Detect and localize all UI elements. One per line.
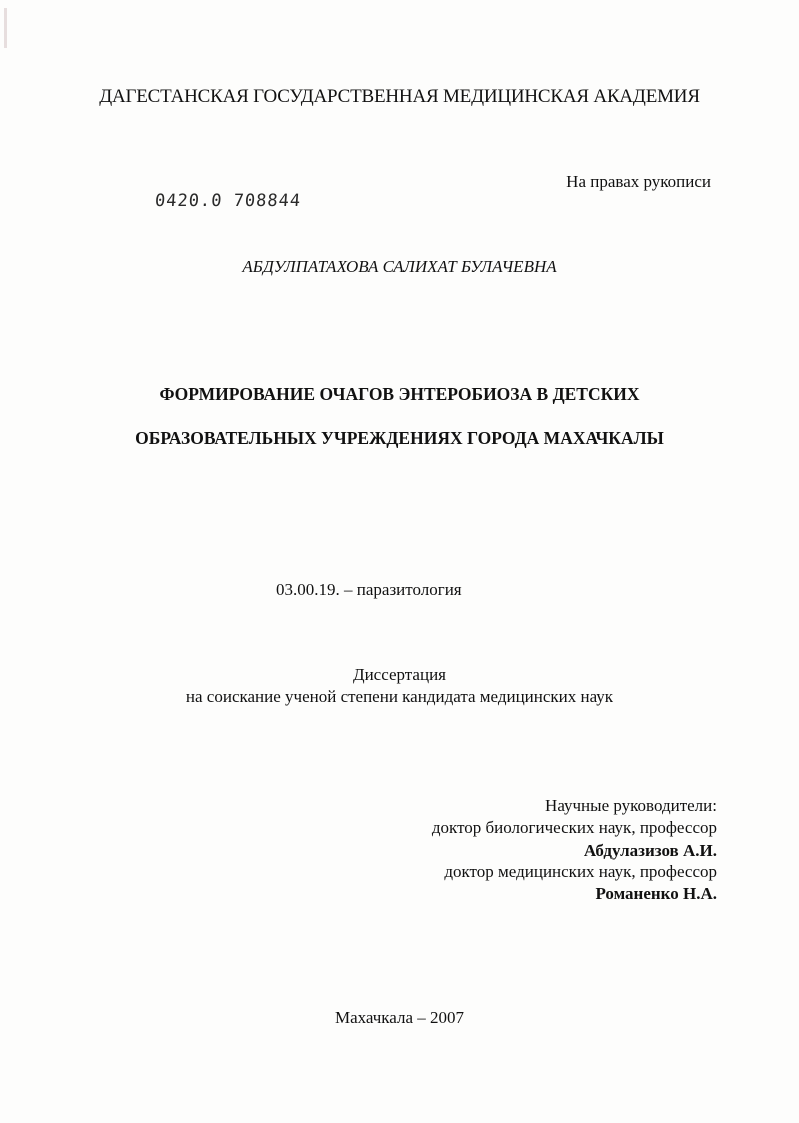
supervisors-heading: Научные руководители: xyxy=(545,796,717,815)
degree-sought: на соискание ученой степени кандидата медицинских наук xyxy=(185,687,614,706)
supervisor-1-degree: доктор биологических наук, профессор xyxy=(431,818,717,837)
city-year: Махачкала – 2007 xyxy=(334,1008,465,1027)
inventory-stamp: 0420.0 708844 xyxy=(154,191,302,211)
specialty-code: 03.00.19. – паразитология xyxy=(276,580,462,599)
document-type: Диссертация xyxy=(352,665,446,684)
author-name: АБДУЛПАТАХОВА САЛИХАТ БУЛАЧЕВНА xyxy=(242,257,557,276)
supervisor-2-name: Романенко Н.А. xyxy=(595,884,717,903)
manuscript-rights-note: На правах рукописи xyxy=(566,172,711,191)
supervisor-2-degree: доктор медицинских наук, профессор xyxy=(444,862,717,881)
institution-name: ДАГЕСТАНСКАЯ ГОСУДАРСТВЕННАЯ МЕДИЦИНСКАЯ АКАДЕМИЯ xyxy=(99,86,700,107)
supervisor-1-name: Абдулазизов А.И. xyxy=(583,841,717,860)
thesis-title-line-1: ФОРМИРОВАНИЕ ОЧАГОВ ЭНТЕРОБИОЗА В ДЕТСКИХ xyxy=(159,384,640,404)
scan-edge-mark xyxy=(4,8,7,48)
thesis-title-line-2: ОБРАЗОВАТЕЛЬНЫХ УЧРЕЖДЕНИЯХ ГОРОДА МАХАЧКАЛЫ xyxy=(135,428,664,448)
